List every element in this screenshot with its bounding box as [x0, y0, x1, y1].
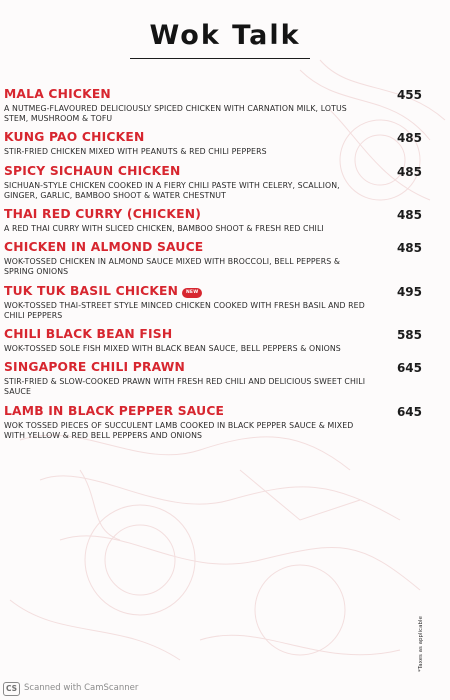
- item-price: 495: [396, 284, 422, 299]
- menu-item: [4, 360, 422, 397]
- item-name: SPICY SICHAUN CHICKEN: [4, 163, 181, 178]
- scanner-text: Scanned with CamScanner: [24, 683, 139, 693]
- item-description: WOK-TOSSED THAI-STREET STYLE MINCED CHICKEN COOKED WITH FRESH BASIL AND RED CHILI PEPPERS: [4, 300, 365, 320]
- item-name: CHILI BLACK BEAN FISH: [4, 327, 173, 342]
- menu-item: [4, 404, 422, 441]
- title-underline: [130, 58, 310, 59]
- item-description: WOK TOSSED PIECES OF SUCCULENT LAMB COOKED IN BLACK PEPPER SAUCE & MIXED WITH YELLOW & RED BELL PEPPERS AND ONIONS: [4, 420, 354, 440]
- item-price: 645: [396, 404, 422, 419]
- item-price: 645: [396, 361, 422, 376]
- taxes-note: *Taxes as applicable: [418, 616, 424, 672]
- menu-item: [4, 164, 422, 201]
- item-price: 585: [396, 328, 422, 343]
- scanner-watermark: [0, 678, 450, 700]
- item-price: 485: [396, 208, 422, 223]
- item-name: SINGAPORE CHILI PRAWN: [4, 360, 186, 375]
- item-price: 485: [396, 241, 422, 256]
- item-price: 455: [396, 88, 422, 102]
- item-name: KUNG PAO CHICKEN: [4, 130, 145, 145]
- item-name: CHICKEN IN ALMOND SAUCE: [4, 240, 204, 255]
- item-name: MALA CHICKEN: [4, 87, 111, 101]
- camscanner-logo-icon: CS: [3, 682, 20, 696]
- menu-list: [4, 87, 422, 441]
- menu-item: [4, 207, 422, 234]
- item-description: SICHUAN-STYLE CHICKEN COOKED IN A FIERY CHILI PASTE WITH CELERY, SCALLION, GINGER, GARLIC, BAMBOO SHOOT & WATER CHESTNUT: [4, 180, 340, 200]
- item-name: THAI RED CURRY (CHICKEN): [4, 207, 202, 222]
- item-description: STIR-FRIED & SLOW-COOKED PRAWN WITH FRESH RED CHILI AND DELICIOUS SWEET CHILI SAUCE: [4, 377, 366, 397]
- menu-item: [4, 240, 422, 277]
- menu-item: [4, 87, 422, 124]
- item-price: 485: [396, 164, 422, 179]
- item-price: 485: [396, 131, 422, 146]
- item-name-text: TUK TUK BASIL CHICKEN: [4, 283, 179, 298]
- item-description: A NUTMEG-FLAVOURED DELICIOUSLY SPICED CHICKEN WITH CARNATION MILK, LOTUS STEM, MUSHROOM & TOFU: [4, 104, 347, 124]
- menu-title: Wok Talk: [149, 20, 301, 51]
- item-description: WOK-TOSSED CHICKEN IN ALMOND SAUCE MIXED WITH BROCCOLI, BELL PEPPERS & SPRING ONIONS: [4, 257, 341, 277]
- menu-item: [4, 284, 422, 321]
- item-name: [4, 284, 202, 298]
- new-badge: NEW: [182, 288, 202, 298]
- item-name: LAMB IN BLACK PEPPER SAUCE: [4, 403, 225, 418]
- menu-item: [4, 130, 422, 157]
- menu-item: [4, 327, 422, 354]
- item-description: A RED THAI CURRY WITH SLICED CHICKEN, BAMBOO SHOOT & FRESH RED CHILI: [4, 224, 324, 234]
- item-description: WOK-TOSSED SOLE FISH MIXED WITH BLACK BEAN SAUCE, BELL PEPPERS & ONIONS: [4, 344, 341, 354]
- item-description: STIR-FRIED CHICKEN MIXED WITH PEANUTS & RED CHILI PEPPERS: [4, 147, 267, 157]
